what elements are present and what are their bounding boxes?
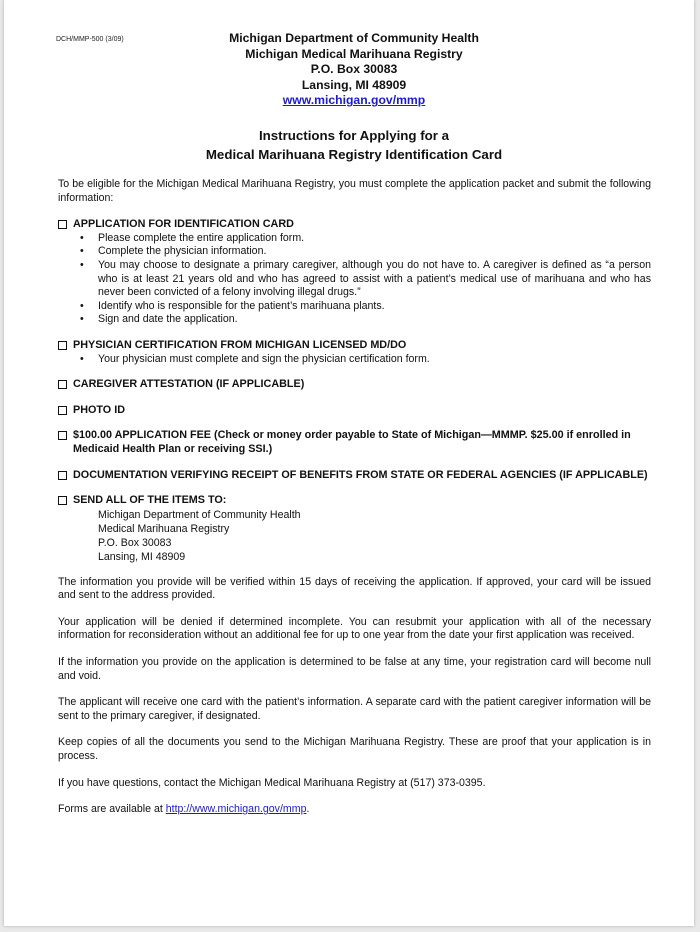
checkbox-icon: [58, 496, 67, 505]
cards-paragraph: The applicant will receive one card with the patient’s information. A separate card with the patient caregiver information will be sent to the primary caregiver, if designated.: [58, 696, 651, 722]
forms-paragraph: [58, 803, 651, 817]
section-send: [58, 494, 651, 508]
section-documentation: [58, 469, 651, 483]
section-heading: CAREGIVER ATTESTATION (IF APPLICABLE): [73, 378, 305, 391]
section-heading: SEND ALL OF THE ITEMS TO:: [73, 494, 227, 507]
header-city: Lansing, MI 48909: [301, 77, 407, 92]
section-photo-id: [58, 404, 651, 418]
mailing-address: [98, 508, 651, 564]
application-bullet-list: [58, 232, 651, 327]
header-po-box: P.O. Box 30083: [310, 62, 398, 77]
section-physician: [58, 339, 651, 353]
address-line: Medical Marihuana Registry: [98, 522, 230, 535]
header-url-link[interactable]: www.michigan.gov/mmp: [282, 93, 426, 108]
header-registry: Michigan Medical Marihuana Registry: [245, 46, 463, 61]
checkbox-icon: [58, 341, 67, 350]
intro-paragraph: To be eligible for the Michigan Medical Marihuana Registry, you must complete the application packet and submit the following information:: [58, 178, 651, 204]
false-info-paragraph: If the information you provide on the application is determined to be false at any time, your registration card will become null and void.: [58, 656, 651, 682]
copies-paragraph: Keep copies of all the documents you send to the Michigan Marihuana Registry. These are proof that your application is in process.: [58, 736, 651, 763]
document-page: [4, 0, 694, 926]
section-application: [58, 218, 651, 232]
section-heading: APPLICATION FOR IDENTIFICATION CARD: [73, 218, 294, 231]
list-item: • Identify who is responsible for the patient’s marihuana plants.: [78, 300, 651, 314]
questions-paragraph: If you have questions, contact the Michigan Medical Marihuana Registry at (517) 373-0395.: [58, 776, 486, 789]
forms-link[interactable]: http://www.michigan.gov/mmp: [165, 803, 307, 816]
verify-paragraph: The information you provide will be verified within 15 days of receiving the application. If approved, your card will be issued and sent to the address provided.: [58, 575, 651, 602]
denied-paragraph: Your application will be denied if determined incomplete. You can resubmit your application with all of the necessary information for reconsideration without an additional fee for up to one year from the date your first application was received.: [58, 615, 651, 642]
forms-prefix: Forms are available at: [58, 803, 166, 816]
section-heading: DOCUMENTATION VERIFYING RECEIPT OF BENEFITS FROM STATE OR FEDERAL AGENCIES (IF APPLICABLE): [73, 468, 648, 481]
list-item: • Please complete the entire application form.: [78, 232, 651, 246]
physician-bullet-list: [58, 353, 651, 367]
checkbox-icon: [58, 471, 67, 480]
section-heading: $100.00 APPLICATION FEE (Check or money order payable to State of Michigan—MMMP. $25.00 if enrolled in Medicaid Health Plan or receiving SSI.): [73, 429, 631, 455]
section-caregiver: [58, 378, 651, 392]
section-fee: [58, 429, 651, 456]
address-line: Michigan Department of Community Health: [98, 508, 301, 521]
header-department: Michigan Department of Community Health: [229, 31, 479, 45]
list-item: • You may choose to designate a primary caregiver, although you do not have to. A caregiver is defined as “a person who is at least 21 years old and who has agreed to assist with a patient’s medical use of marihuana and who has never been convicted of a felony involving illegal drugs.”: [78, 259, 651, 300]
checkbox-icon: [58, 431, 67, 440]
section-heading: PHYSICIAN CERTIFICATION FROM MICHIGAN LICENSED MD/DO: [73, 338, 407, 351]
checkbox-icon: [58, 220, 67, 229]
title-line-1: Instructions for Applying for a: [258, 128, 450, 143]
document-title: [4, 127, 694, 164]
section-heading: PHOTO ID: [73, 403, 125, 416]
form-id: DCH/MMP-500 (3/09): [56, 36, 124, 43]
forms-suffix: .: [306, 803, 310, 816]
title-line-2: Medical Marihuana Registry Identification Card: [205, 146, 503, 162]
list-item: • Your physician must complete and sign the physician certification form.: [78, 353, 651, 367]
checkbox-icon: [58, 380, 67, 389]
address-line: Lansing, MI 48909: [98, 550, 186, 563]
document-body: [58, 178, 651, 830]
list-item: • Sign and date the application.: [78, 313, 651, 327]
checkbox-icon: [58, 406, 67, 415]
list-item: • Complete the physician information.: [78, 245, 651, 259]
document-header: [4, 31, 694, 109]
address-line: P.O. Box 30083: [98, 536, 172, 549]
